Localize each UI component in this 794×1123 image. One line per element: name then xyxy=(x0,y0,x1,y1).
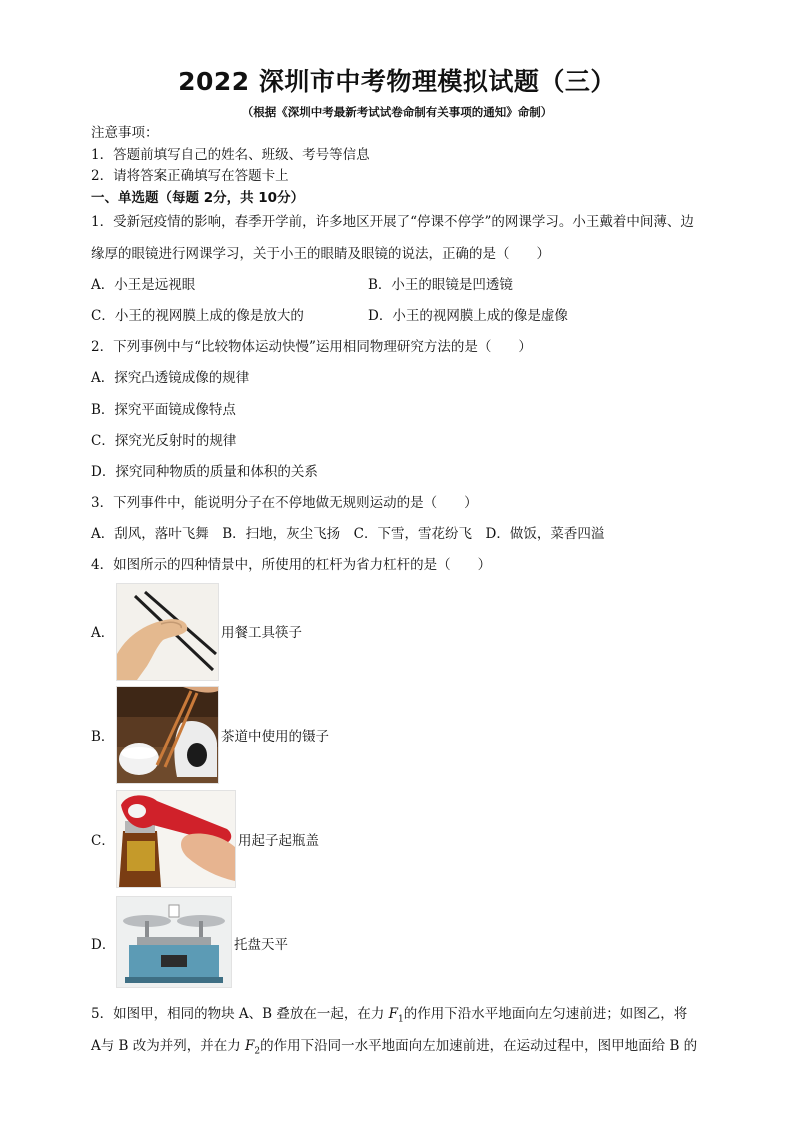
notice-item-2: 2．请将答案正确填写在答题卡上 xyxy=(91,168,289,184)
q1-option-c: C．小王的视网膜上成的像是放大的 xyxy=(91,308,304,324)
balance-scale-photo xyxy=(116,896,232,988)
q4-option-c-letter: C． xyxy=(91,833,115,849)
notice-heading: 注意事项： xyxy=(91,125,159,141)
q4-option-c-caption: 用起子起瓶盖 xyxy=(238,833,319,849)
q5-line2-part-a: A与 B 改为并列，并在力 xyxy=(91,1038,246,1054)
q5-force-f1-sub: 1 xyxy=(398,1014,404,1025)
q4-option-b-letter: B． xyxy=(91,729,115,745)
q4-option-a-caption: 用餐工具筷子 xyxy=(221,625,302,641)
q1-stem-line2: 缘厚的眼镜进行网课学习，关于小王的眼睛及眼镜的说法，正确的是（ ） xyxy=(91,246,550,262)
section-heading: 一、单选题（每题 2分，共 10分） xyxy=(91,190,305,206)
q5-stem-line1 xyxy=(91,1005,687,1029)
q1-option-d: D．小王的视网膜上成的像是虚像 xyxy=(368,308,568,324)
q2-option-b: B．探究平面镜成像特点 xyxy=(91,402,236,418)
q4-option-b-caption: 茶道中使用的镊子 xyxy=(221,729,329,745)
q4-option-d-caption: 托盘天平 xyxy=(234,937,288,953)
q5-line2-part-b: 的作用下沿同一水平地面向左加速前进，在运动过程中，图甲地面给 B 的 xyxy=(260,1038,698,1054)
q5-force-f2-sub: 2 xyxy=(254,1046,261,1057)
bottle-opener-photo xyxy=(116,790,236,888)
q4-option-a-letter: A． xyxy=(91,625,115,641)
q2-stem: 2．下列事例中与“比较物体运动快慢”运用相同物理研究方法的是（ ） xyxy=(91,339,532,355)
q1-option-a: A．小王是远视眼 xyxy=(91,277,196,293)
q5-line1-part-b: 的作用下沿水平地面向左匀速前进；如图乙，将 xyxy=(403,1006,688,1022)
q2-option-d: D．探究同种物质的质量和体积的关系 xyxy=(91,464,318,480)
q2-option-c: C．探究光反射时的规律 xyxy=(91,433,237,449)
q2-option-a: A．探究凸透镜成像的规律 xyxy=(91,370,250,386)
q3-options: A．刮风，落叶飞舞 B．扫地，灰尘飞扬 C．下雪，雪花纷飞 D．做饭，菜香四溢 xyxy=(91,526,605,542)
q4-stem: 4．如图所示的四种情景中，所使用的杠杆为省力杠杆的是（ ） xyxy=(91,557,492,573)
notice-item-1: 1．答题前填写自己的姓名、班级、考号等信息 xyxy=(91,147,370,163)
chopsticks-photo xyxy=(116,583,219,681)
q3-stem: 3．下列事件中，能说明分子在不停地做无规则运动的是（ ） xyxy=(91,495,478,511)
q5-force-f2: F xyxy=(245,1038,255,1054)
page-title: 2022 深圳市中考物理模拟试题（三） xyxy=(178,67,616,96)
q5-stem-line2 xyxy=(91,1037,697,1061)
q1-stem-line1: 1．受新冠疫情的影响，春季开学前，许多地区开展了“停课不停学”的网课学习。小王戴着中间薄、边 xyxy=(91,214,694,230)
q5-line1-part-a: 5．如图甲，相同的物块 A、B 叠放在一起，在力 xyxy=(91,1006,389,1022)
page-subtitle: （根据《深圳中考最新考试试卷命制有关事项的通知》命制） xyxy=(241,105,553,119)
tea-tongs-photo xyxy=(116,686,219,784)
q4-option-d-letter: D． xyxy=(91,937,116,953)
q5-force-f1: F xyxy=(388,1006,399,1022)
q1-option-b: B．小王的眼镜是凹透镜 xyxy=(368,277,513,293)
